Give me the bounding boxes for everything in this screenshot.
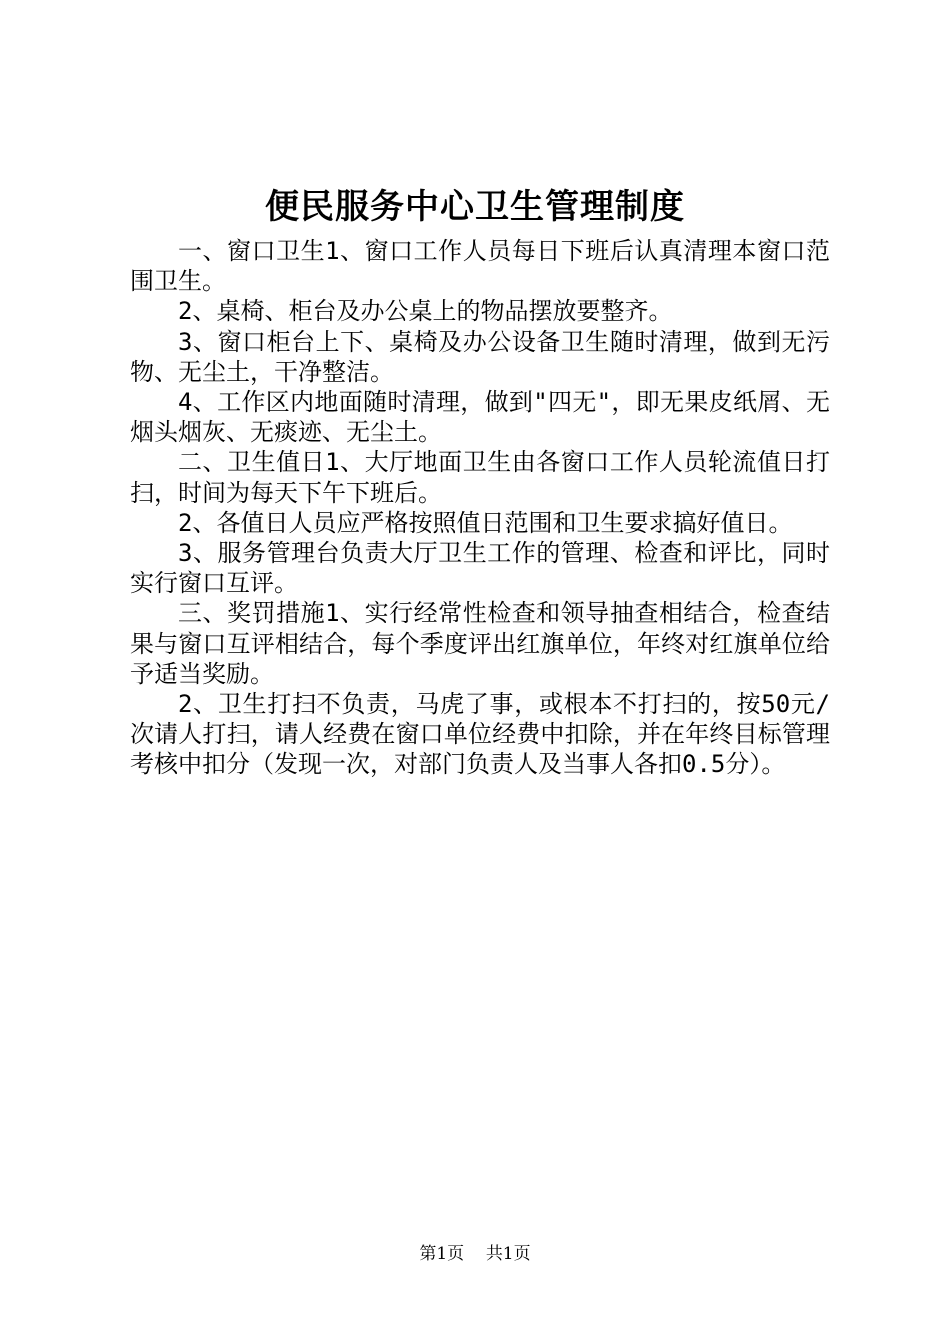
paragraph-4: 4、工作区内地面随时清理，做到"四无"，即无果皮纸屑、无烟头烟灰、无痰迹、无尘土。 <box>130 388 830 447</box>
footer-spacer <box>470 1244 481 1264</box>
page-number-total: 共1页 <box>485 1244 531 1264</box>
paragraph-3: 3、窗口柜台上下、桌椅及办公设备卫生随时清理，做到无污物、无尘土，干净整洁。 <box>130 327 830 386</box>
page-number-current: 第1页 <box>419 1244 465 1264</box>
paragraph-2: 2、桌椅、柜台及办公桌上的物品摆放要整齐。 <box>178 297 673 326</box>
paragraph-8: 三、奖罚措施1、实行经常性检查和领导抽查相结合，检查结果与窗口互评相结合，每个季度评出红旗单位，年终对红旗单位给予适当奖励。 <box>130 599 830 688</box>
paragraph-5: 二、卫生值日1、大厅地面卫生由各窗口工作人员轮流值日打扫，时间为每天下午下班后。 <box>130 448 830 507</box>
paragraph-1: 一、窗口卫生1、窗口工作人员每日下班后认真清理本窗口范围卫生。 <box>130 237 830 296</box>
page-footer <box>0 1243 950 1265</box>
paragraph-7: 3、服务管理台负责大厅卫生工作的管理、检查和评比，同时实行窗口互评。 <box>130 539 830 598</box>
document-body <box>130 236 830 780</box>
document-title: 便民服务中心卫生管理制度 <box>265 187 685 227</box>
paragraph-9: 2、卫生打扫不负责，马虎了事，或根本不打扫的，按50元/次请人打扫，请人经费在窗口单位经费中扣除，并在年终目标管理考核中扣分（发现一次，对部门负责人及当事人各扣0.5分）。 <box>130 690 830 779</box>
paragraph-6: 2、各值日人员应严格按照值日范围和卫生要求搞好值日。 <box>178 508 793 537</box>
